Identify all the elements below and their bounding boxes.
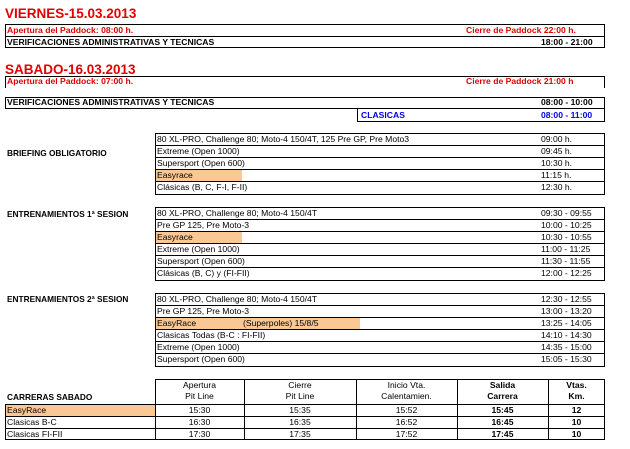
entreno1-row-cat: Supersport (Open 600) [157,256,245,266]
entreno2-row-cat: Extreme (Open 1000) [157,342,240,352]
carrera-vtas: 10 [571,417,582,427]
carrera-salida: 17:45 [491,429,514,439]
clasicas-time: 08:00 - 11:00 [541,110,593,120]
hdr-salida-l2: Carrera [487,391,518,401]
carrera-apertura: 16:30 [188,417,211,427]
carrera-inicio: 17:52 [395,429,418,439]
carrera-cierre: 15:35 [289,405,311,415]
sabado-verif-time: 08:00 - 10:00 [541,97,593,107]
entreno1-row-cat: 80 XL-PRO, Challenge 80; Moto-4 150/4T [157,208,318,218]
carrera-vtas: 10 [571,429,582,439]
carrera-salida: 15:45 [491,405,514,415]
carrera-apertura: 15:30 [188,405,211,415]
entreno2-row-cat: Supersport (Open 600) [157,354,245,364]
carrera-cierre: 17:35 [289,429,311,439]
sabado-verif-label: VERIFICACIONES ADMINISTRATIVAS Y TECNICAS [7,97,215,107]
entreno2-row-cat: 80 XL-PRO, Challenge 80; Moto-4 150/4T [157,294,318,304]
carrera-name: Clasicas FI-FII [7,429,63,439]
sabado-cierre: Cierre de Paddock 21:00 h [466,76,574,86]
briefing-row-time: 12:30 h. [541,182,573,192]
hdr-apertura-l1: Apertura [183,380,216,390]
entreno2-row-extra: (Superpoles) 15/8/5 [243,318,319,328]
entreno1-row-time: 12:00 - 12:25 [541,268,592,278]
carrera-name: Clasicas B-C [7,417,57,427]
entreno2-row-cat: EasyRace [157,318,197,328]
hdr-inicio-l2: Calentamien. [381,391,432,401]
carrera-inicio: 15:52 [395,405,418,415]
entreno1-row-cat: Clásicas (B, C) y (FI-FII) [157,268,250,278]
entreno1-row-time: 09:30 - 09:55 [541,208,592,218]
carreras-label: CARRERAS SABADO [7,392,93,402]
hdr-cierre-l1: Cierre [288,380,312,390]
entreno2-row-time: 15:05 - 15:30 [541,354,592,364]
entreno1-row-cat: Extreme (Open 1000) [157,244,240,254]
briefing-row-cat: Extreme (Open 1000) [157,146,240,156]
hdr-apertura-l2: Pit Line [185,391,214,401]
carrera-salida: 16:45 [491,417,514,427]
entreno2-row-time: 13:00 - 13:20 [541,306,592,316]
entreno1-row-time: 11:30 - 11:55 [541,256,591,266]
hdr-vtas-l2: Km. [568,391,585,401]
viernes-verif-time: 18:00 - 21:00 [541,37,593,47]
briefing-row-time: 10:30 h. [541,158,573,168]
carrera-name: EasyRace [7,405,47,415]
entreno2-row-cat: Pre GP 125, Pre Moto-3 [157,306,250,316]
briefing-row-time: 09:00 h. [541,134,573,144]
sabado-title: SABADO-16.03.2013 [5,62,136,77]
entreno1-row-time: 10:30 - 10:55 [541,232,592,242]
briefing-label: BRIEFING OBLIGATORIO [7,148,107,158]
briefing-row-time: 11:15 h. [541,170,572,180]
briefing-row-cat: Clásicas (B, C, F-I, F-II) [157,182,248,192]
carrera-cierre: 16:35 [289,417,311,427]
entreno2-label: ENTRENAMIENTOS 2ª SESION [7,294,129,304]
entreno1-row-time: 10:00 - 10:25 [541,220,592,230]
entreno1-row-cat: Pre GP 125, Pre Moto-3 [157,220,250,230]
briefing-row-cat: Easyrace [157,170,193,180]
entreno2-row-time: 13:25 - 14:05 [541,318,592,328]
viernes-cierre: Cierre de Paddock 22:00 h. [466,25,576,35]
viernes-title: VIERNES-15.03.2013 [5,6,137,21]
entreno2-row-time: 14:10 - 14:30 [541,330,592,340]
hdr-vtas-l1: Vtas. [566,380,587,390]
entreno2-row-cat: Clasicas Todas (B-C : FI-FII) [157,330,266,340]
viernes-apertura: Apertura del Paddock: 08:00 h. [7,25,134,35]
entreno2-row-time: 12:30 - 12:55 [541,294,592,304]
hdr-inicio-l1: Inicio Vta. [387,380,426,390]
briefing-row-cat: 80 XL-PRO, Challenge 80; Moto-4 150/4T, 125 Pre GP, Pre Moto3 [157,134,410,144]
sabado-apertura: Apertura del Paddock: 07:00 h. [7,76,134,86]
carrera-vtas: 12 [571,405,582,415]
carrera-inicio: 16:52 [395,417,418,427]
briefing-row-cat: Supersport (Open 600) [157,158,245,168]
hdr-cierre-l2: Pit Line [285,391,315,401]
entreno2-row-time: 14:35 - 15:00 [541,342,592,352]
carrera-apertura: 17:30 [188,429,211,439]
hdr-salida-l1: Salida [489,380,516,390]
briefing-row-time: 09:45 h. [541,146,573,156]
viernes-verif-label: VERIFICACIONES ADMINISTRATIVAS Y TECNICAS [7,37,215,47]
entreno1-row-cat: Easyrace [157,232,193,242]
entreno1-label: ENTRENAMIENTOS 1ª SESION [7,209,129,219]
clasicas-label: CLASICAS [361,110,405,120]
entreno1-row-time: 11:00 - 11:25 [541,244,591,254]
